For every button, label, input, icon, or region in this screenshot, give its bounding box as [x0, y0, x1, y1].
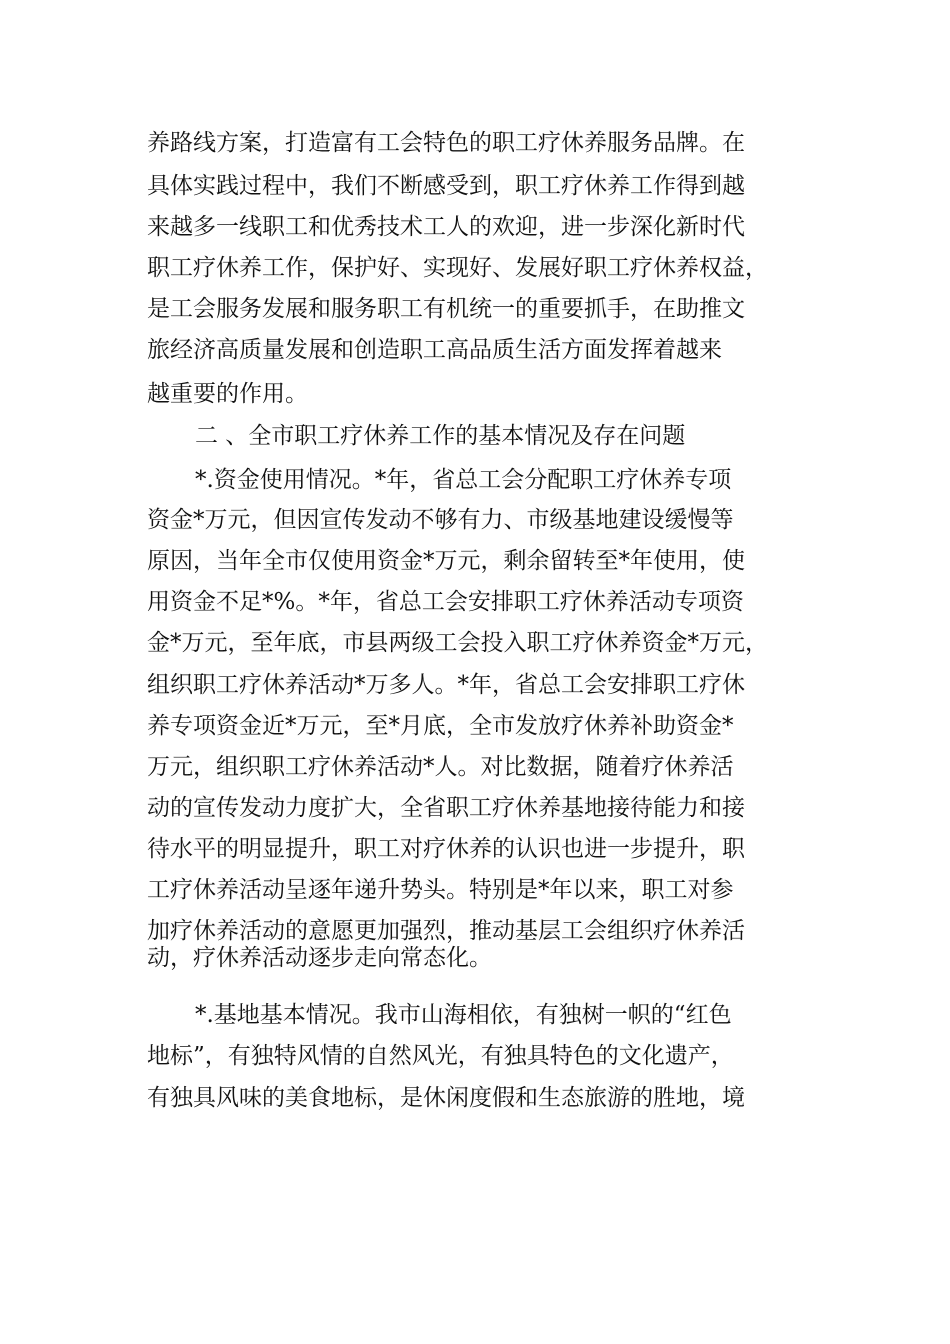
body-text-line: 职工疗休养工作，保护好、实现好、发展好职工疗休养权益，	[147, 255, 768, 281]
body-text-line: 动，疗休养活动逐步走向常态化。	[147, 945, 492, 971]
body-text-line: 用资金不足*%。*年，省总工会安排职工疗休养活动专项资	[147, 589, 744, 615]
section-heading: 二 、全市职工疗休养工作的基本情况及存在问题	[195, 423, 686, 449]
body-text-line: 具体实践过程中，我们不断感受到，职工疗休养工作得到越	[147, 173, 745, 199]
body-text-line: 养专项资金近*万元，至*月底，全市发放疗休养补助资金*	[147, 713, 734, 739]
body-text-line: 来越多一线职工和优秀技术工人的欢迎，进一步深化新时代	[147, 214, 745, 240]
body-text-line: *.资金使用情况。*年，省总工会分配职工疗休养专项	[195, 467, 732, 493]
body-text-line: 养路线方案，打造富有工会特色的职工疗休养服务品牌。在	[147, 130, 745, 156]
body-text-line: 工疗休养活动呈逐年递升势头。特别是*年以来，职工对参	[147, 877, 734, 903]
body-text-line: 有独具风味的美食地标，是休闲度假和生态旅游的胜地，境	[147, 1085, 745, 1111]
body-text-line: 旅经济高质量发展和创造职工高品质生活方面发挥着越来	[147, 337, 722, 363]
body-text-line: *.基地基本情况。我市山海相依，有独树一帜的“红色	[195, 1002, 732, 1028]
body-text-line: 越重要的作用。	[147, 381, 308, 407]
body-text-line: 金*万元，至年底，市县两级工会投入职工疗休养资金*万元，	[147, 630, 768, 656]
body-text-line: 是工会服务发展和服务职工有机统一的重要抓手，在助推文	[147, 296, 745, 322]
body-text-line: 待水平的明显提升，职工对疗休养的认识也进一步提升，职	[147, 836, 745, 862]
body-text-line: 原因，当年全市仅使用资金*万元，剩余留转至*年使用，使	[147, 548, 745, 574]
body-text-line: 加疗休养活动的意愿更加强烈，推动基层工会组织疗休养活	[147, 918, 745, 944]
body-text-line: 组织职工疗休养活动*万多人。*年，省总工会安排职工疗休	[147, 672, 745, 698]
body-text-line: 地标”，有独特风情的自然风光，有独具特色的文化遗产，	[147, 1043, 734, 1069]
body-text-line: 动的宣传发动力度扩大，全省职工疗休养基地接待能力和接	[147, 795, 745, 821]
body-text-line: 万元，组织职工疗休养活动*人。对比数据，随着疗休养活	[147, 754, 734, 780]
body-text-line: 资金*万元，但因宣传发动不够有力、市级基地建设缓慢等	[147, 507, 734, 533]
